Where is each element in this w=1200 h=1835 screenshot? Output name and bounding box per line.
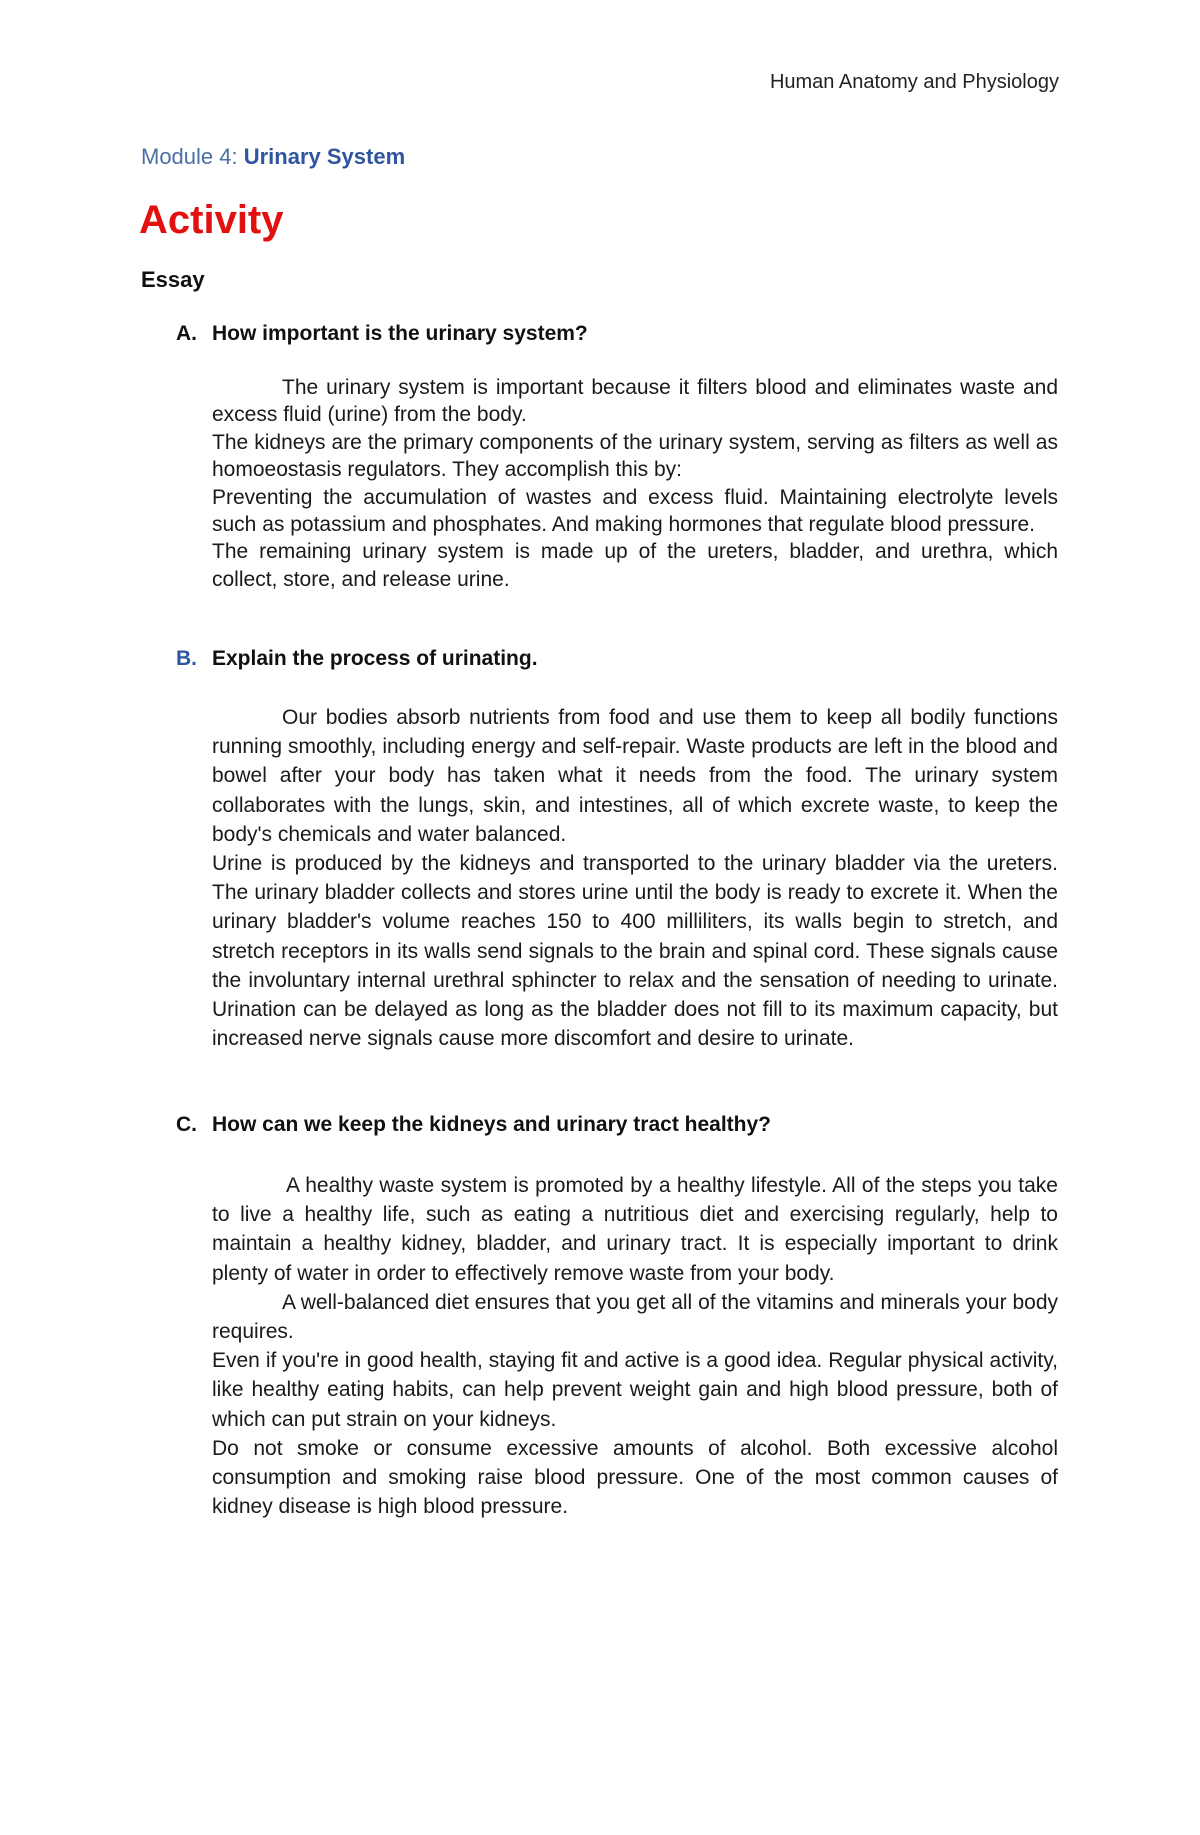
answer-paragraph: The remaining urinary system is made up of the ureters, bladder, and urethra, which collect, store, and release urine. (212, 540, 1058, 591)
answer-paragraph: A well-balanced diet ensures that you get all of the vitamins and minerals your body requires. (212, 1290, 1058, 1344)
question-text: How important is the urinary system? (212, 322, 588, 345)
answer-paragraph: Urine is produced by the kidneys and transported to the urinary bladder via the ureters. The urinary bladder collects and stores urine until the body is ready to excrete it. When the urinary bladder's volume reaches 150 to 400 milliliters, its walls begin to stretch, and stretch receptors in its walls send signals to the brain and spinal cord. These signals cause the involuntary internal urethral sphincter to relax and the sensation of needing to urinate. Urination can be delayed as long as the bladder does not fill to its maximum capacity, but increased nerve signals cause more discomfort and desire to urinate. (212, 852, 1058, 1051)
answer-paragraph: Our bodies absorb nutrients from food and use them to keep all bodily functions running smoothly, including energy and self-repair. Waste products are left in the blood and bowel after your body has taken what it needs from the food. The urinary system collaborates with the lungs, skin, and intestines, all of which excrete waste, to keep the body's chemicals and water balanced. (212, 706, 1058, 846)
section-label: Essay (141, 267, 205, 292)
answer-paragraph: Preventing the accumulation of wastes and excess fluid. Maintaining electrolyte levels such as potassium and phosphates. And making hormones that regulate blood pressure. (212, 485, 1058, 537)
answer-c (212, 1171, 1058, 1521)
question-c (176, 1113, 1066, 1137)
page-title: Activity (139, 198, 284, 242)
module-heading (141, 144, 405, 170)
module-prefix: Module 4: (141, 144, 244, 169)
answer-a (212, 374, 1058, 593)
answer-b (212, 703, 1058, 1053)
question-text: Explain the process of urinating. (212, 647, 538, 670)
answer-paragraph: The urinary system is important because it filters blood and eliminates waste and excess fluid (urine) from the body. (212, 376, 1058, 427)
question-letter: B. (176, 647, 197, 670)
question-a (176, 322, 1066, 346)
answer-paragraph: The kidneys are the primary components of the urinary system, serving as filters as well as homoeostasis regulators. They accomplish this by: (212, 430, 1058, 482)
answer-paragraph: Even if you're in good health, staying fit and active is a good idea. Regular physical activity, like healthy eating habits, can help prevent weight gain and high blood pressure, both of which can put strain on your kidneys. (212, 1349, 1058, 1431)
answer-paragraph: Do not smoke or consume excessive amounts of alcohol. Both excessive alcohol consumption and smoking raise blood pressure. One of the most common causes of kidney disease is high blood pressure. (212, 1436, 1058, 1519)
question-b (176, 647, 1066, 671)
module-name: Urinary System (243, 144, 406, 169)
question-letter: A. (176, 322, 197, 345)
answer-paragraph: A healthy waste system is promoted by a healthy lifestyle. All of the steps you take to live a healthy life, such as eating a nutritious diet and exercising regularly, help to maintain a healthy kidney, bladder, and urinary tract. It is especially important to drink plenty of water in order to effectively remove waste from your body. (212, 1174, 1058, 1285)
running-header: Human Anatomy and Physiology (769, 71, 1059, 93)
question-text: How can we keep the kidneys and urinary tract healthy? (212, 1113, 772, 1136)
question-letter: C. (176, 1113, 197, 1136)
